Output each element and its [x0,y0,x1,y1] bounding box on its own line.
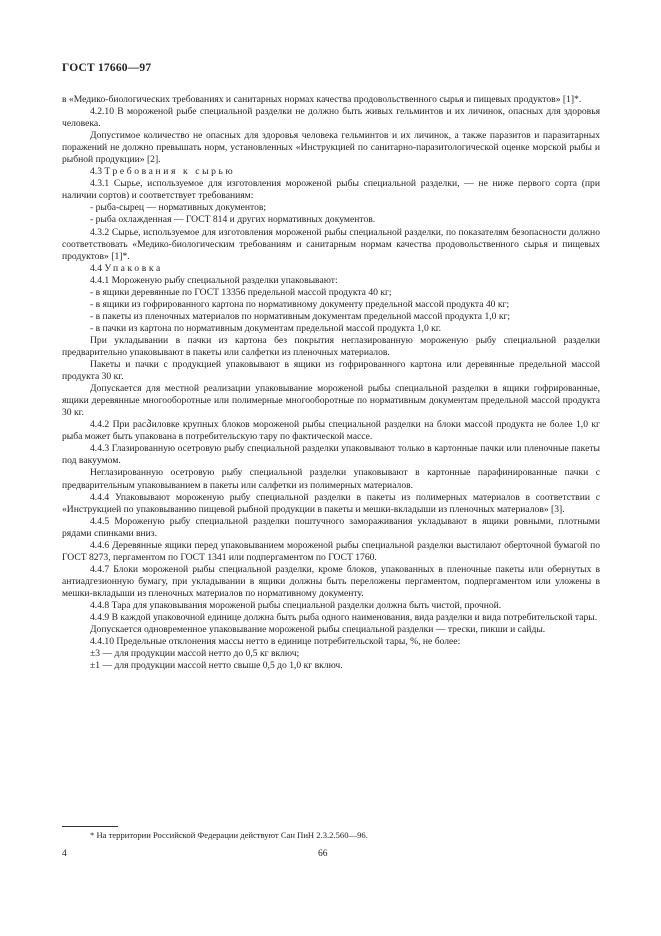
section-title: Упаковка [104,262,163,274]
paragraph: 4.4.1 Мороженую рыбу специальной разделки упаковывают: [90,274,338,286]
document-header: ГОСТ 17660—97 [62,62,152,74]
paragraph: 4.3.2 Сырье, используемое для изготовления мороженой рыбы специальной разделки, по показателям безопасности должно соответствовать «Медико-биологическим требованиям и санитарным нормам качества продовольственного сырья и пищевых продуктов» [1]*. [62,226,600,262]
paragraph: 4.4.3 Глазированную осетровую рыбу специальной разделки упаковывают только в картонные пачки или пленочные пакеты под вакуумом. [62,443,600,467]
paragraph: 4.4.4 Упаковывают мороженую рыбу специальной разделки в пакеты из полимерных материалов в соответствии с «Инструкцией по упаковыванию пищевой рыбной продукции в пакеты и мешки-вкладыши из пленочных материалов» [3]. [62,491,600,515]
list-item: - в пакеты из пленочных материалов по нормативным документам предельной массой продукта 1,0 кг; [90,310,511,322]
list-item: - рыба охлажденная — ГОСТ 814 и других нормативных документов. [90,214,376,226]
sheet-number: 66 [318,849,328,859]
paragraph: 4.4.9 В каждой упаковочной единице должна быть рыба одного наименования, вида разделки и вида потребительской тары. [90,612,598,624]
paragraph: 4.2.10 В мороженой рыбе специальной разделки не должно быть живых гельминтов и их личинок, опасных для здоровья человека. [62,106,600,130]
paragraph: 4.4.7 Блоки мороженой рыбы специальной разделки, кроме блоков, упакованных в пленочные пакеты или обернутых в антиадгезионную бумагу, при укладывании в ящики должны быть переложены пергаментом, подпергаментом или уложены в мешки-вкладыши из пленочных материалов по нормативному документу. [62,563,600,599]
list-item: ±1 — для продукции массой нетто свыше 0,5 до 1,0 кг включ. [90,660,343,672]
section-number: 4.4 [90,262,105,274]
paragraph: 4.4.5 Мороженую рыбу специальной разделки поштучного замораживания укладывают в ящики ровными, плотными рядами спинками вниз. [62,515,600,539]
section-heading [62,263,600,275]
section-number: 4.3 [90,166,105,178]
paragraph: 4.3.1 Сырье, используемое для изготовления мороженой рыбы специальной разделки, — не ниже первого сорта (при наличии сортов) и соответствует требованиям: [62,178,600,202]
paragraph: 4.4.6 Деревянные ящики перед упаковыванием мороженой рыбы специальной разделки выстилают оберточной бумагой по ГОСТ 8273, пергаментом по ГОСТ 1341 или подпергаментом по ГОСТ 1760. [62,539,600,563]
footnote-divider [62,826,118,827]
paragraph: Допускается одновременное упаковывание мороженой рыбы специальной разделки — трески, пикши и сайды. [90,624,546,636]
paragraph: Допустимое количество не опасных для здоровья человека гельминтов и их личинок, а также паразитов и паразитарных поражений не должно превышать норм, установленных «Инструкцией по санитарно-паразитологической оценке морской рыбы и рыбной продукции» [2]. [62,130,600,166]
section-title: Требования к сырью [104,166,236,178]
list-item: - рыба-сырец — нормативных документов; [90,202,267,214]
paragraph: Допускается для местной реализации упаковывание мороженой рыбы специальной разделки в ящики гофрированные, ящики деревянные многооборотные или полимерные многооборотные по нормативным документам предельной массой продукта 30 кг. [62,383,600,419]
paragraph: 4.4.8 Тара для упаковывания мороженой рыбы специальной разделки должна быть чистой, прочной. [90,599,502,611]
paragraph: Неглазированную осетровую рыбу специальной разделки упаковывают в картонные парафинированные пачки с предварительным упаковыванием в пакеты или салфетки из полимерных материалов. [62,467,600,491]
list-item: - в пачки из картона по нормативным документам предельной массой продукта 1,0 кг. [90,322,442,334]
page-number: 4 [62,849,67,859]
list-item: - в ящики деревянные по ГОСТ 13356 предельной массой продукта 40 кг; [90,286,392,298]
paragraph: 4.4.10 Предельные отклонения массы нетто в единице потребительской тары, %, не более: [90,636,461,648]
section-heading [62,166,600,178]
list-item: - в ящики из гофрированного картона по нормативному документу предельной массой продукта 40 кг; [90,298,510,310]
footnote: * На территории Российской Федерации действуют Сан ПиН 2.3.2.560—96. [90,830,368,840]
paragraph: При укладывании в пачки из картона без покрытия неглазированную мороженую рыбу специальной разделки предварительно упаковывают в пакеты или салфетки из пленочных материалов. [62,334,600,358]
list-item: ±3 — для продукции массой нетто до 0,5 кг включ; [90,648,300,660]
body-text [62,94,600,672]
paragraph: в «Медико-биологических требованиях и санитарных нормах качества продовольственного сырья и пищевых продуктов» [1]*. [62,94,582,105]
paragraph: 4.4.2 При расპиловке крупных блоков мороженой рыбы специальной разделки на блоки массой продукта не более 1,0 кг рыба может быть упакована в потребительскую тару по фактической массе. [62,419,600,443]
paragraph: Пакеты и пачки с продукцией упаковывают в ящики из гофрированного картона или деревянные предельной массой продукта 30 кг. [62,359,600,383]
